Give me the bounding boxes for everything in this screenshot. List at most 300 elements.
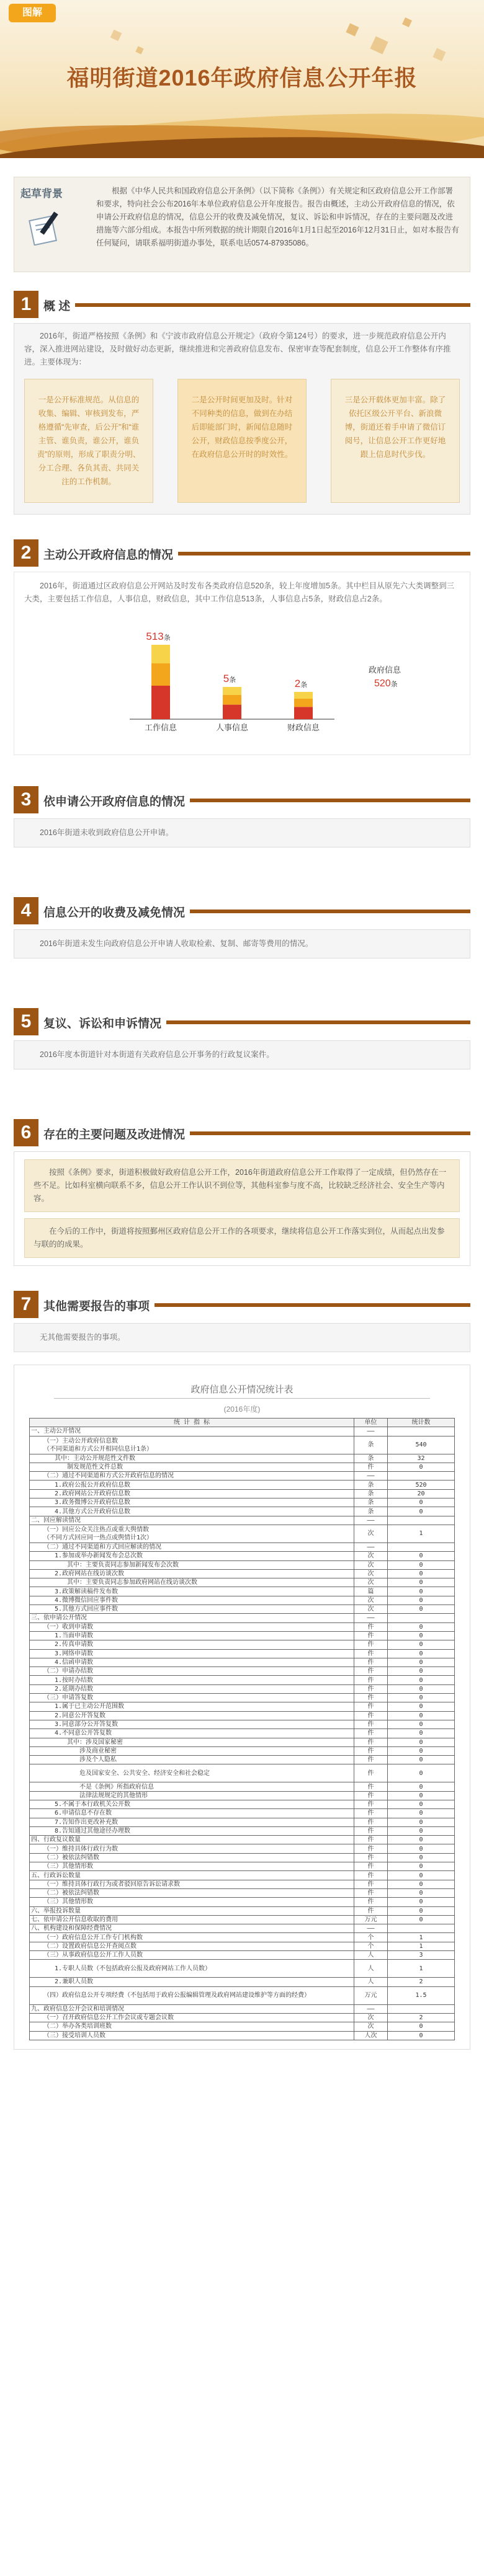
row-unit: 次 (354, 1552, 388, 1560)
row-value (388, 1924, 455, 1933)
row-label (30, 1525, 354, 1543)
row-value: 0 (388, 1702, 455, 1711)
row-value: 540 (388, 1436, 455, 1454)
row-label-text: 2.兼职人员数 (55, 1978, 94, 1986)
table-row (30, 1676, 455, 1684)
row-unit: 次 (354, 2022, 388, 2031)
row-unit: 件 (354, 1836, 388, 1844)
bar-value-label: 2条 (294, 678, 308, 689)
row-label (30, 1924, 354, 1933)
section-header (14, 897, 470, 924)
row-label (30, 1605, 354, 1614)
row-label (30, 1978, 354, 1986)
row-label (30, 1746, 354, 1755)
row-unit: 件 (354, 1756, 388, 1764)
row-label (30, 1481, 354, 1489)
row-value: 0 (388, 1844, 455, 1853)
row-unit: 条 (354, 1481, 388, 1489)
table-row (30, 1880, 455, 1888)
row-label (30, 1596, 354, 1604)
row-label-text: （二）申请办结数 (43, 1668, 93, 1675)
table-row (30, 1702, 455, 1711)
row-label (30, 1454, 354, 1463)
table-year: (2016年度) (223, 1405, 261, 1414)
row-label-text: 4.不同意公开答复数 (55, 1730, 112, 1737)
row-value: 0 (388, 1658, 455, 1666)
section-body (14, 818, 470, 848)
row-label-text: 三、依申请公开情况 (31, 1614, 87, 1622)
row-unit: 件 (354, 1791, 388, 1800)
row-label-text: 1.政府公报公开政府信息数 (55, 1481, 131, 1489)
section-title: 存在的主要问题及改进情况 (43, 1125, 190, 1142)
row-label (30, 1720, 354, 1728)
row-label-text: （一）主动公开政府信息数 (43, 1437, 118, 1445)
section-header (14, 1291, 470, 1318)
table-row (30, 1711, 455, 1720)
decor-cube (135, 46, 143, 54)
row-unit: 人次 (354, 2031, 388, 2040)
section-number: 4 (14, 897, 38, 924)
row-label (30, 1711, 354, 1720)
row-unit: 件 (354, 1667, 388, 1676)
row-unit: 件 (354, 1871, 388, 1880)
row-label-text: 八、机构建设和保障经费情况 (31, 1925, 112, 1932)
row-label-text: （一）召开政府信息公开工作会议或专题会议数 (43, 2014, 174, 2022)
column-header: 统计数 (388, 1419, 455, 1427)
table-row (30, 1862, 455, 1871)
row-label-text: 其中：涉及国家秘密 (67, 1738, 123, 1746)
table-row (30, 1871, 455, 1880)
row-label (30, 2031, 354, 2040)
row-unit: 人 (354, 1960, 388, 1978)
row-value: 0 (388, 1880, 455, 1888)
row-label (30, 1826, 354, 1835)
row-value: 0 (388, 1729, 455, 1738)
row-unit: 条 (354, 1454, 388, 1463)
row-label-text: 其中：主要负责同志参加政府网站在线访谈次数 (67, 1579, 197, 1587)
row-label-text: 5.不属于本行政机关公开数 (55, 1801, 131, 1808)
row-label-text: 3.政策解读稿件发布数 (55, 1588, 119, 1595)
row-value: 0 (388, 1552, 455, 1560)
row-unit: 万元 (354, 1986, 388, 2004)
table-row (30, 1782, 455, 1791)
legend-total (374, 677, 398, 691)
section-title: 信息公开的收费及减免情况 (43, 903, 190, 920)
table-row (30, 2031, 455, 2040)
row-unit: 件 (354, 1862, 388, 1871)
row-label (30, 1578, 354, 1587)
row-unit: 篇 (354, 1587, 388, 1596)
row-value: 0 (388, 1756, 455, 1764)
row-unit: 条 (354, 1498, 388, 1507)
table-row (30, 1596, 455, 1604)
row-label (30, 1489, 354, 1498)
row-label (30, 1836, 354, 1844)
feature-card: 一是公开标准规范。从信息的收集、编辑、审核到发布，严格遵循“先审查，后公开”和“谁主管、谁负责，谁公开，谁负责”的原则，形成了职责分明、分工合理、各负其责、共同关注的工作机制。 (24, 379, 153, 503)
row-unit: 件 (354, 1746, 388, 1755)
row-label-text: 2.传真申请数 (55, 1641, 94, 1649)
row-unit: 件 (354, 1898, 388, 1906)
table-title: 政府信息公开情况统计表 (190, 1384, 294, 1395)
table-row (30, 1746, 455, 1755)
section-text: 2016年街道未发生向政府信息公开申请人收取检索、复制、邮寄等费用的情况。 (40, 939, 313, 948)
row-label (30, 1942, 354, 1950)
row-label-text: 6.申请信息不存在数 (55, 1810, 112, 1817)
row-label-text: （一）收到申请数 (43, 1623, 93, 1631)
table-row (30, 1729, 455, 1738)
row-value: 0 (388, 1463, 455, 1471)
row-label (30, 1463, 354, 1471)
section-body (14, 1151, 470, 1266)
table-row (30, 1951, 455, 1960)
section-header (14, 539, 470, 567)
section-text: 2016年，街道通过区政府信息公开网站及时发布各类政府信息520条，较上年度增加5条。其中栏目从原先六大类调整到三大类，主要包括工作信息，人事信息，财政信息，其中工作信息513条，人事信息占5条，财政信息占2条。 (24, 582, 455, 603)
table-row (30, 1436, 455, 1454)
row-value: 0 (388, 1898, 455, 1906)
section-body (14, 572, 470, 755)
row-unit: 件 (354, 1853, 388, 1862)
section-text: 2016年，街道严格按照《条例》和《宁波市政府信息公开规定》（政府令第124号）的要求，进一步规范政府信息公开内容，深入推进网站建设，及时做好动态更新，继续推进和完善政府信息发布、保密审查等配套制度，信息公开工作整体有序推进。主要体现为： (24, 332, 451, 366)
table-row (30, 1818, 455, 1826)
row-label-text: 涉及商业秘密 (79, 1747, 117, 1755)
category-label: 财政信息 (287, 723, 320, 732)
table-row (30, 1915, 455, 1924)
row-unit: 件 (354, 1818, 388, 1826)
row-unit: 件 (354, 1649, 388, 1658)
bar-segment (223, 705, 241, 719)
row-label-text: （二）被依法纠错数 (43, 1890, 99, 1897)
row-label (30, 1498, 354, 1507)
row-value: 1 (388, 1942, 455, 1950)
row-unit: 件 (354, 1880, 388, 1888)
row-unit: 件 (354, 1738, 388, 1746)
row-value: 0 (388, 1649, 455, 1658)
intro-panel (14, 177, 470, 272)
table-row (30, 1658, 455, 1666)
row-value: 2 (388, 2013, 455, 2022)
table-row (30, 1764, 455, 1782)
row-label-text: 六、举报投诉数量 (31, 1907, 81, 1914)
row-unit: 次 (354, 1560, 388, 1569)
row-value: 0 (388, 1764, 455, 1782)
row-value: 2 (388, 1978, 455, 1986)
row-value: 0 (388, 1622, 455, 1631)
table-row (30, 1888, 455, 1897)
table-row (30, 2022, 455, 2031)
row-label (30, 1552, 354, 1560)
row-value: 0 (388, 1791, 455, 1800)
row-label (30, 1516, 354, 1525)
row-label (30, 1729, 354, 1738)
row-value: 0 (388, 1782, 455, 1791)
row-label (30, 1951, 354, 1960)
row-value: 0 (388, 1915, 455, 1924)
table-row (30, 1622, 455, 1631)
row-value: 0 (388, 1676, 455, 1684)
row-label-text: 危及国家安全、公共安全、经济安全和社会稳定 (79, 1769, 210, 1777)
section-title: 主动公开政府信息的情况 (43, 546, 178, 562)
section-body (14, 323, 470, 515)
row-label (30, 1658, 354, 1666)
table-row (30, 1906, 455, 1915)
table-row (30, 1738, 455, 1746)
row-label-text: 1.参加或举办新闻发布会总次数 (55, 1552, 143, 1560)
row-unit: 条 (354, 1436, 388, 1454)
row-label (30, 1915, 354, 1924)
row-value: 0 (388, 1560, 455, 1569)
row-value: 0 (388, 1578, 455, 1587)
section-text: 2016年街道未收到政府信息公开申请。 (40, 828, 174, 837)
bar-value-label: 5条 (223, 673, 236, 684)
table-row (30, 1694, 455, 1702)
table-row (30, 1454, 455, 1463)
row-value: 0 (388, 1694, 455, 1702)
table-row (30, 1507, 455, 1516)
row-label-text: 1.属于已主动公开范围数 (55, 1703, 125, 1711)
row-label-text: 3.政务微博公开政府信息数 (55, 1499, 131, 1507)
row-unit: —— (354, 1516, 388, 1525)
row-label (30, 1702, 354, 1711)
section-number: 2 (14, 539, 38, 567)
row-value: 0 (388, 1888, 455, 1897)
row-unit: 件 (354, 1684, 388, 1693)
row-label (30, 1543, 354, 1551)
row-label-text: 7.告知作出更改补充数 (55, 1818, 119, 1826)
row-label (30, 1560, 354, 1569)
row-label (30, 1818, 354, 1826)
bar-segment (223, 687, 241, 695)
row-value: 0 (388, 1631, 455, 1640)
row-label (30, 1986, 354, 2004)
row-label-text: （二）设置政府信息公开查阅点数 (43, 1942, 137, 1950)
row-unit: 次 (354, 2013, 388, 2022)
column-header: 单位 (354, 1419, 388, 1427)
table-row (30, 1942, 455, 1950)
row-value: 0 (388, 1906, 455, 1915)
section-number: 7 (14, 1291, 38, 1318)
row-label (30, 1436, 354, 1454)
row-value: 0 (388, 1836, 455, 1844)
feature-card: 三是公开载体更加丰富。除了依托区级公开平台、新浪微博，街道还着手申请了微信订阅号，让信息公开工作更好地跟上信息时代步伐。 (331, 379, 460, 503)
row-value: 1 (388, 1525, 455, 1543)
row-label (30, 1614, 354, 1622)
row-unit: 个 (354, 1933, 388, 1942)
legend-title: 政府信息 (369, 665, 401, 675)
feature-cards (24, 379, 460, 503)
section-header (14, 291, 470, 318)
row-unit: 万元 (354, 1915, 388, 1924)
row-value: 0 (388, 1720, 455, 1728)
table-row (30, 1543, 455, 1551)
feature-card: 二是公开时间更加及时。针对不同种类的信息，做到在办结后即能部门时，新闻信息随时公开，财政信息按季度公开，在政府信息公开时的时效性。 (177, 379, 307, 503)
section-header (14, 786, 470, 813)
row-label (30, 1631, 354, 1640)
row-unit: —— (354, 1924, 388, 1933)
row-unit: 件 (354, 1622, 388, 1631)
table-row (30, 1587, 455, 1596)
table-row (30, 1986, 455, 2004)
row-label-text: 其中：主动公开规范性文件数 (55, 1454, 135, 1462)
row-label (30, 1694, 354, 1702)
improvement-paragraph: 在今后的工作中，街道将按照鄞州区政府信息公开工作的各项要求，继续将信息公开工作落实到位，从而起点出发参与联的的成果。 (24, 1218, 460, 1258)
row-label-text: 5.其他方式回应事件数 (55, 1606, 119, 1613)
row-label-text: 2.同意公开答复数 (55, 1712, 106, 1719)
row-label (30, 1640, 354, 1649)
decor-cube (346, 23, 359, 36)
row-unit: 次 (354, 1569, 388, 1578)
table-row (30, 1933, 455, 1942)
category-label: 工作信息 (144, 723, 177, 732)
row-value: 1 (388, 1933, 455, 1942)
table-row (30, 1605, 455, 1614)
row-label (30, 1862, 354, 1871)
table-row (30, 1472, 455, 1481)
section-header (14, 1008, 470, 1035)
row-value: 0 (388, 2031, 455, 2040)
row-unit: 次 (354, 1605, 388, 1614)
section-appeals (14, 1008, 470, 1069)
row-value: 1.5 (388, 1986, 455, 2004)
bar-segment (223, 695, 241, 705)
section-title: 依申请公开政府信息的情况 (43, 792, 190, 809)
row-unit: —— (354, 1614, 388, 1622)
row-value: 0 (388, 1809, 455, 1818)
row-value (388, 1427, 455, 1436)
row-label (30, 1809, 354, 1818)
row-label (30, 1667, 354, 1676)
row-label-text: 1.按时办结数 (55, 1676, 94, 1684)
row-label-text: 制发规范性文件总数 (67, 1464, 123, 1471)
row-label (30, 1472, 354, 1481)
row-label-text: 4.微博微信回应事件数 (55, 1596, 119, 1604)
table-row (30, 1898, 455, 1906)
row-label (30, 2013, 354, 2022)
decor-cube (402, 17, 412, 27)
row-label (30, 1738, 354, 1746)
row-value: 0 (388, 1818, 455, 1826)
row-value: 0 (388, 1667, 455, 1676)
row-label-text: 2.政府网站公开政府信息数 (55, 1490, 131, 1497)
row-label (30, 1800, 354, 1808)
section-number: 6 (14, 1119, 38, 1146)
page-title: 福明街道2016年政府信息公开年报 (66, 65, 418, 91)
row-label-text: 法律法规规定的其他情形 (79, 1792, 148, 1799)
table-header-row (30, 1419, 455, 1427)
table-row (30, 1667, 455, 1676)
row-label-text: （三）其他情形数 (43, 1898, 93, 1906)
row-value: 0 (388, 1862, 455, 1871)
row-unit: 人 (354, 1978, 388, 1986)
row-label (30, 1649, 354, 1658)
section-body (14, 1323, 470, 1352)
bar-segment (151, 686, 170, 719)
row-value (388, 1516, 455, 1525)
decor-cube (370, 36, 388, 54)
row-unit: —— (354, 2004, 388, 2013)
row-label (30, 1880, 354, 1888)
section-overview (14, 291, 470, 515)
row-unit: 件 (354, 1720, 388, 1728)
decor-cube (432, 48, 446, 61)
table-row (30, 1756, 455, 1764)
row-label (30, 2022, 354, 2031)
table-row (30, 1684, 455, 1693)
row-label (30, 2004, 354, 2013)
row-label-text: 4.其他方式公开政府信息数 (55, 1508, 131, 1515)
row-label-text: 一、主动公开情况 (31, 1428, 81, 1435)
table-row (30, 1427, 455, 1436)
table-row (30, 1978, 455, 1986)
row-label-text: 2.延期办结数 (55, 1685, 94, 1693)
table-row (30, 1481, 455, 1489)
row-label-text: 四、行政复议数量 (31, 1836, 81, 1844)
row-unit: 次 (354, 1578, 388, 1587)
infographic-badge: 图解 (9, 4, 56, 22)
row-label-text: 五、行政诉讼数量 (31, 1872, 81, 1879)
table-row (30, 1791, 455, 1800)
table-row (30, 1516, 455, 1525)
row-label-text: （二）通过不同渠道和方式回应解读的情况 (43, 1544, 161, 1551)
table-row (30, 1800, 455, 1808)
row-label-text: （一）维持具体行政行为数 (43, 1845, 118, 1852)
row-label (30, 1622, 354, 1631)
section-title: 概 述 (43, 297, 75, 314)
row-unit: 件 (354, 1658, 388, 1666)
table-row (30, 1960, 455, 1978)
stats-table-panel (14, 1365, 470, 2050)
section-bar (43, 303, 470, 307)
row-unit: 件 (354, 1729, 388, 1738)
row-label-text: 1.专职人员数（不包括政府公报及政府网站工作人员数） (55, 1965, 212, 1972)
row-label-text: （三）接受培训人员数 (43, 2032, 105, 2039)
bar-segment (151, 645, 170, 663)
table-row (30, 1720, 455, 1728)
row-label-text: 3.网络申请数 (55, 1650, 94, 1657)
table-row (30, 1463, 455, 1471)
header-banner (0, 0, 484, 158)
row-unit: 件 (354, 1906, 388, 1915)
row-unit: 件 (354, 1631, 388, 1640)
section-on-request (14, 786, 470, 848)
row-unit: 件 (354, 1702, 388, 1711)
table-row (30, 1525, 455, 1543)
row-value: 0 (388, 1746, 455, 1755)
table-row (30, 1489, 455, 1498)
row-unit: 件 (354, 1463, 388, 1471)
row-unit: 条 (354, 1489, 388, 1498)
row-value: 0 (388, 1498, 455, 1507)
row-label (30, 1871, 354, 1880)
row-value: 0 (388, 1587, 455, 1596)
intro-label: 起草背景 (20, 188, 63, 200)
row-label-text: （一）维持具体行政行为或者驳回原告诉讼请求数 (43, 1880, 180, 1888)
row-label-text: （四）政府信息公开专项经费（不包括用于政府公报编辑管理及政府网站建设维护等方面的经费） (43, 1992, 310, 1999)
row-label (30, 1960, 354, 1978)
row-unit: —— (354, 1543, 388, 1551)
row-label-note: （不同渠道和方式公开相同信息计1条） (43, 1445, 153, 1453)
row-label (30, 1844, 354, 1853)
table-row (30, 1552, 455, 1560)
row-unit: 件 (354, 1844, 388, 1853)
table-row (30, 1569, 455, 1578)
row-unit: 件 (354, 1782, 388, 1791)
table-row (30, 1853, 455, 1862)
section-number: 1 (14, 291, 38, 318)
row-label-text: 二、回应解读情况 (31, 1516, 81, 1524)
table-row (30, 1826, 455, 1835)
row-label (30, 1756, 354, 1764)
row-unit: 个 (354, 1942, 388, 1950)
